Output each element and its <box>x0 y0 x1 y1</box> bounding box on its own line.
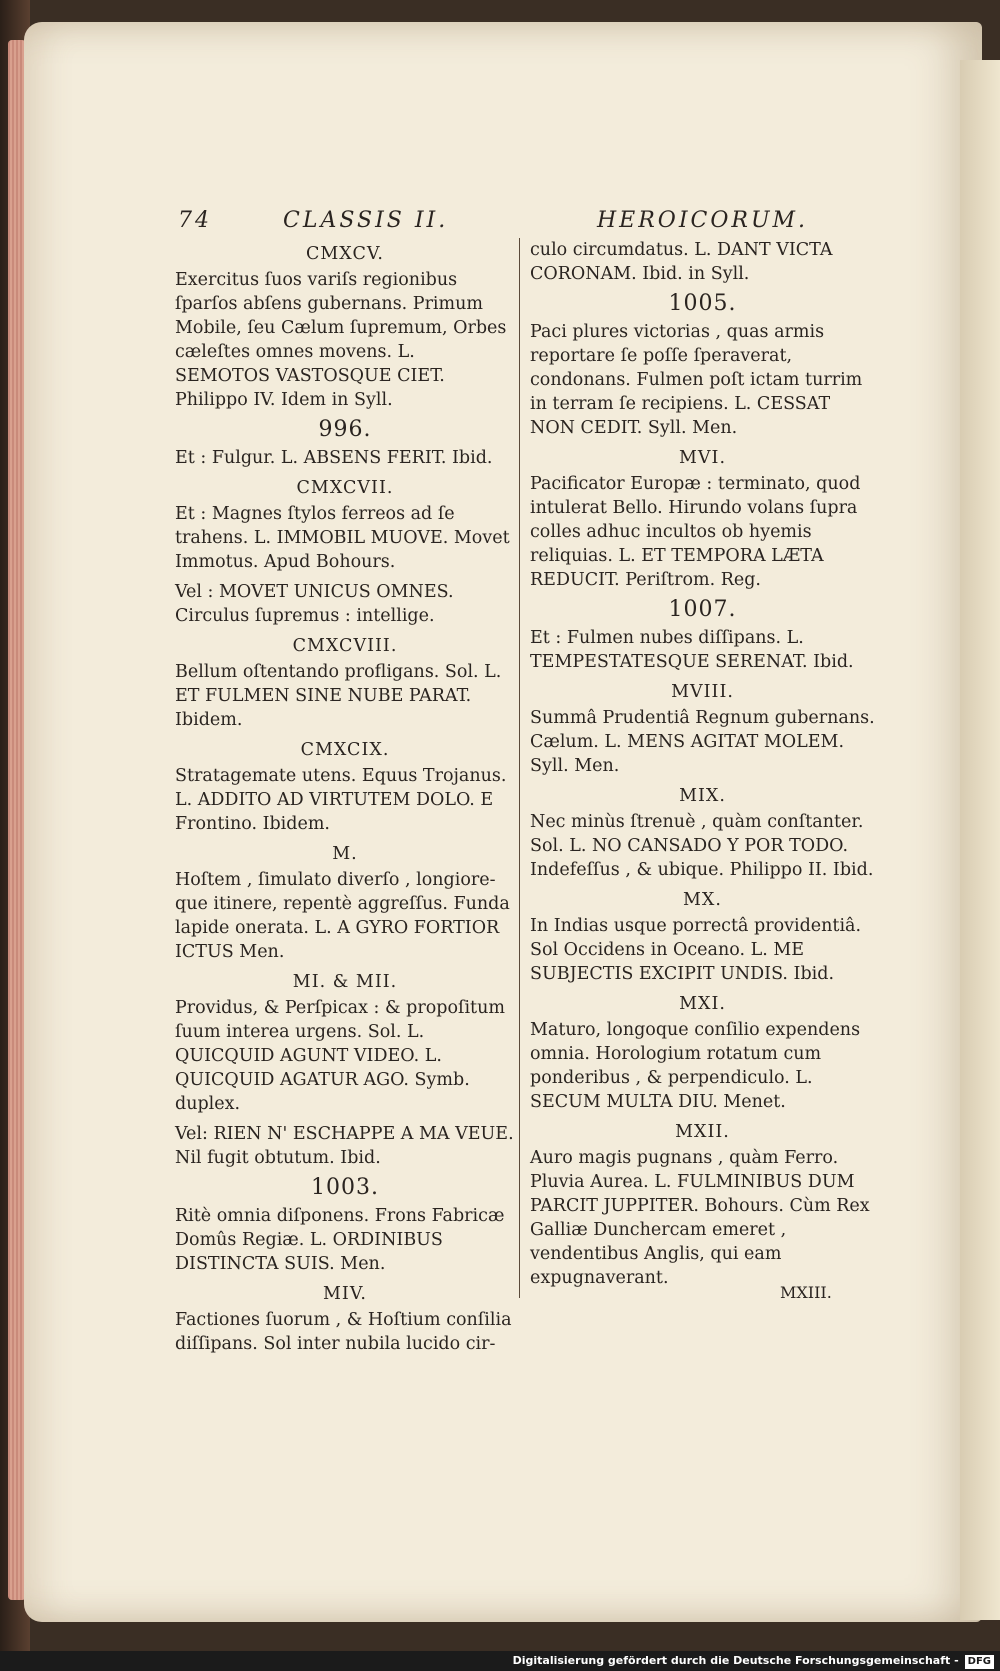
entry-number: MXI. <box>679 994 726 1014</box>
entry-number: CMXCIX. <box>300 740 390 760</box>
entry-text: Nec minùs ſtrenuè , quàm conſtanter. Sol. L. NO CANSADO Y POR TODO. Indefeſſus , & ubique. Philippo II. Ibid. <box>530 812 874 880</box>
entry-text: Vel : MOVET UNICUS OMNES. Circulus ſupremus : intellige. <box>175 582 454 626</box>
catchword: MXIII. <box>780 1283 832 1302</box>
footer-bar <box>0 1651 1000 1671</box>
right-column <box>530 238 875 1296</box>
left-running-title: CLASSIS II. <box>283 208 449 233</box>
facing-page-edge <box>960 60 1000 1620</box>
entry-text: Vel: RIEN N' ESCHAPPE A MA VEUE. Nil fugit obtutum. Ibid. <box>175 1124 514 1168</box>
entry-text: Stratagemate utens. Equus Trojanus. L. ADDITO AD VIRTUTEM DOLO. E Frontino. Ibidem. <box>175 766 507 834</box>
entry-number: 1005. <box>668 291 737 316</box>
entry-number: MIV. <box>323 1284 367 1304</box>
entry-text: Providus, & Perſpicax : & propoſitum ſuum interea urgens. Sol. L. QUICQUID AGUNT VIDEO. L. QUICQUID AGATUR AGO. Symb. duplex. <box>175 998 505 1114</box>
entry-text: Et : Fulmen nubes diſſipans. L. TEMPESTATESQUE SERENAT. Ibid. <box>530 628 854 672</box>
entry-text: Auro magis pugnans , quàm Ferro. Pluvia Aurea. L. FULMINIBUS DUM PARCIT JUPPITER. Bohours. Cùm Rex Galliæ Dunchercam emeret , vendentibus Anglis, qui eam expugnaverant. <box>530 1148 870 1288</box>
entry-text: Et : Magnes ſtylos ferreos ad ſe trahens. L. IMMOBIL MUOVE. Movet Immotus. Apud Bohours. <box>175 504 510 572</box>
entry-text: Factiones ſuorum , & Hoſtium conſilia diſſipans. Sol inter nubila lucido cir- <box>175 1310 512 1354</box>
entry-number: M. <box>332 844 358 864</box>
entry-text: Summâ Prudentiâ Regnum gubernans. Cælum. L. MENS AGITAT MOLEM. Syll. Men. <box>530 708 875 776</box>
entry-text: Hoſtem , ſimulato diverſo , longiore-que itinere, repentè aggreſſus. Funda lapide onerata. L. A GYRO FORTIOR ICTUS Men. <box>175 870 510 962</box>
entry-number: MVIII. <box>671 682 734 702</box>
entry-text: Paci plures victorias , quas armis reportare ſe poſſe ſperaverat, condonans. Fulmen poſt ictam turrim in terram ſe recipiens. L. CESSAT NON CEDIT. Syll. Men. <box>530 322 863 438</box>
entry-text: culo circumdatus. L. DANT VICTA CORONAM. Ibid. in Syll. <box>530 240 833 284</box>
entry-number: MI. & MII. <box>292 972 398 992</box>
entry-text: Bellum oſtentando profligans. Sol. L. ET FULMEN SINE NUBE PARAT. Ibidem. <box>175 662 502 730</box>
entry-text: Et : Fulgur. L. ABSENS FERIT. Ibid. <box>175 448 493 468</box>
footer-text: Digitalisierung gefördert durch die Deutsche Forschungsgemeinschaft - <box>512 1654 959 1667</box>
entry-number: 1003. <box>311 1175 379 1200</box>
column-rule <box>519 238 520 1298</box>
dfg-logo: DFG <box>965 1655 994 1669</box>
entry-number: CMXCVIII. <box>292 636 398 656</box>
entry-text: In Indias usque porrectâ providentiâ. Sol Occidens in Oceano. L. ME SUBJECTIS EXCIPIT UNDIS. Ibid. <box>530 916 862 984</box>
entry-text: Exercitus ſuos variſs regionibus ſparſos abſens gubernans. Primum Mobile, ſeu Cælum ſupremum, Orbes cæleſtes omnes movens. L. SEMOTOS VASTOSQUE CIET. Philippo IV. Idem in Syll. <box>175 270 507 410</box>
left-column <box>175 238 515 1362</box>
entry-number: 1007. <box>668 597 737 622</box>
page-number: 74 <box>178 208 212 233</box>
entry-text: Maturo, longoque conſilio expendens omnia. Horologium rotatum cum ponderibus , & perpendiculo. L. SECUM MULTA DIU. Menet. <box>530 1020 861 1112</box>
entry-number: CMXCVII. <box>296 478 394 498</box>
entry-number: 996. <box>318 417 372 442</box>
entry-number: MXII. <box>675 1122 730 1142</box>
right-running-title: HEROICORUM. <box>597 208 809 233</box>
entry-number: MVI. <box>678 448 727 468</box>
entry-number: CMXCV. <box>306 244 384 264</box>
entry-number: MIX. <box>679 786 726 806</box>
entry-text: Ritè omnia diſponens. Frons Fabricæ Domûs Regiæ. L. ORDINIBUS DISTINCTA SUIS. Men. <box>175 1206 505 1274</box>
entry-number: MX. <box>683 890 722 910</box>
entry-text: Pacificator Europæ : terminato, quod intulerat Bello. Hirundo volans ſupra colles adhuc incultos ob hyemis reliquias. L. ET TEMPORA LÆTA REDUCIT. Periſtrom. Reg. <box>530 474 861 590</box>
